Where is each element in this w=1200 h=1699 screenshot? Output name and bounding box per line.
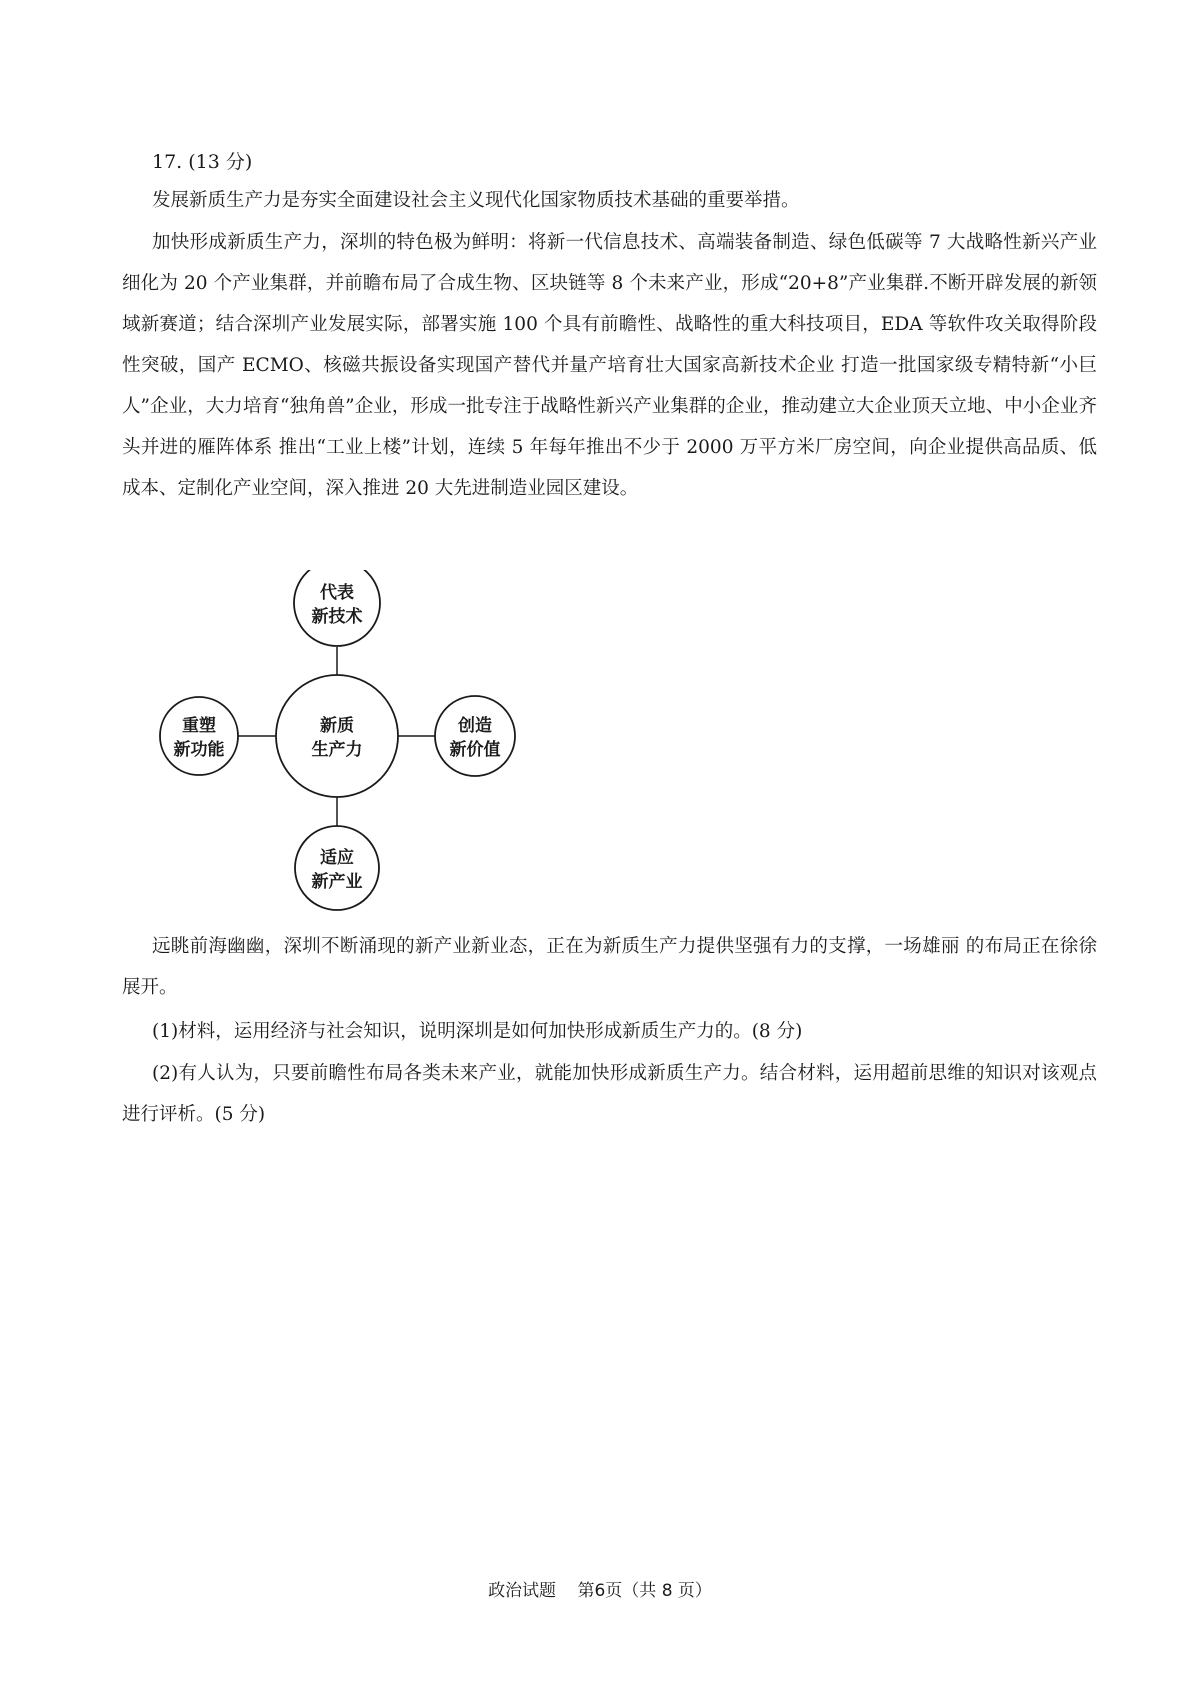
footer-page-number: 第6页（共 8 页） <box>577 1581 712 1601</box>
node-top-line2: 新技术 <box>311 607 363 627</box>
node-top-line1: 代表 <box>320 583 354 603</box>
question-number: 17. (13 分) <box>152 151 253 173</box>
node-left <box>160 697 238 775</box>
node-top <box>294 570 380 646</box>
material-paragraph: 加快形成新质生产力，深圳的特色极为鲜明：将新一代信息技术、高端装备制造、绿色低碳等 7 大战略性新兴产业细化为 20 个产业集群，并前瞻布局了合成生物、区块链等 8 个未来产业，形成“20+8”产业集群.不断开辟发展的新领域新赛道；结合深圳产业发展实际，部署实施 100 个具有前瞻性、战略性的重大科技项目，EDA 等软件攻关取得阶段性突破，国产 ECMO、核磁共振设备实现国产替代并量产培育壮大国家高新技术企业 打造一批国家级专精特新“小巨人”企业，大力培育“独角兽”企业，形成一批专注于战略性新兴产业集群的企业，推动建立大企业顶天立地、中小企业齐头并进的雁阵体系 推出“工业上楼”计划，连续 5 年每年推出不少于 2000 万平方米厂房空间，向企业提供高品质、低成本、定制化产业空间，深入推进 20 大先进制造业园区建设。 <box>122 232 1097 499</box>
node-right <box>435 696 515 776</box>
node-left-line2: 新功能 <box>173 740 225 760</box>
node-right-line1: 创造 <box>458 716 492 736</box>
outro-paragraph: 远眺前海幽幽，深圳不断涌现的新产业新业态，正在为新质生产力提供坚强有力的支撑，一场雄丽 的布局正在徐徐展开。 <box>122 936 1097 998</box>
intro-paragraph: 发展新质生产力是夯实全面建设社会主义现代化国家物质技术基础的重要举措。 <box>152 190 800 211</box>
node-center <box>276 675 398 797</box>
productivity-diagram <box>150 570 550 930</box>
node-bottom <box>295 826 379 910</box>
page-footer <box>0 1576 1200 1601</box>
node-left-line1: 重塑 <box>182 716 216 736</box>
node-right-line2: 新价值 <box>449 740 501 760</box>
node-bottom-line1: 适应 <box>320 848 354 868</box>
footer-subject: 政治试题 <box>488 1581 557 1601</box>
sub-question-1: (1)材料，运用经济与社会知识，说明深圳是如何加快形成新质生产力的。(8 分) <box>152 1021 803 1042</box>
node-bottom-line2: 新产业 <box>311 872 363 892</box>
node-center-line2: 生产力 <box>311 740 363 760</box>
node-center-line1: 新质 <box>320 716 354 736</box>
sub-question-2: (2)有人认为，只要前瞻性布局各类未来产业，就能加快形成新质生产力。结合材料，运用超前思维的知识对该观点进行评析。(5 分) <box>122 1063 1097 1125</box>
